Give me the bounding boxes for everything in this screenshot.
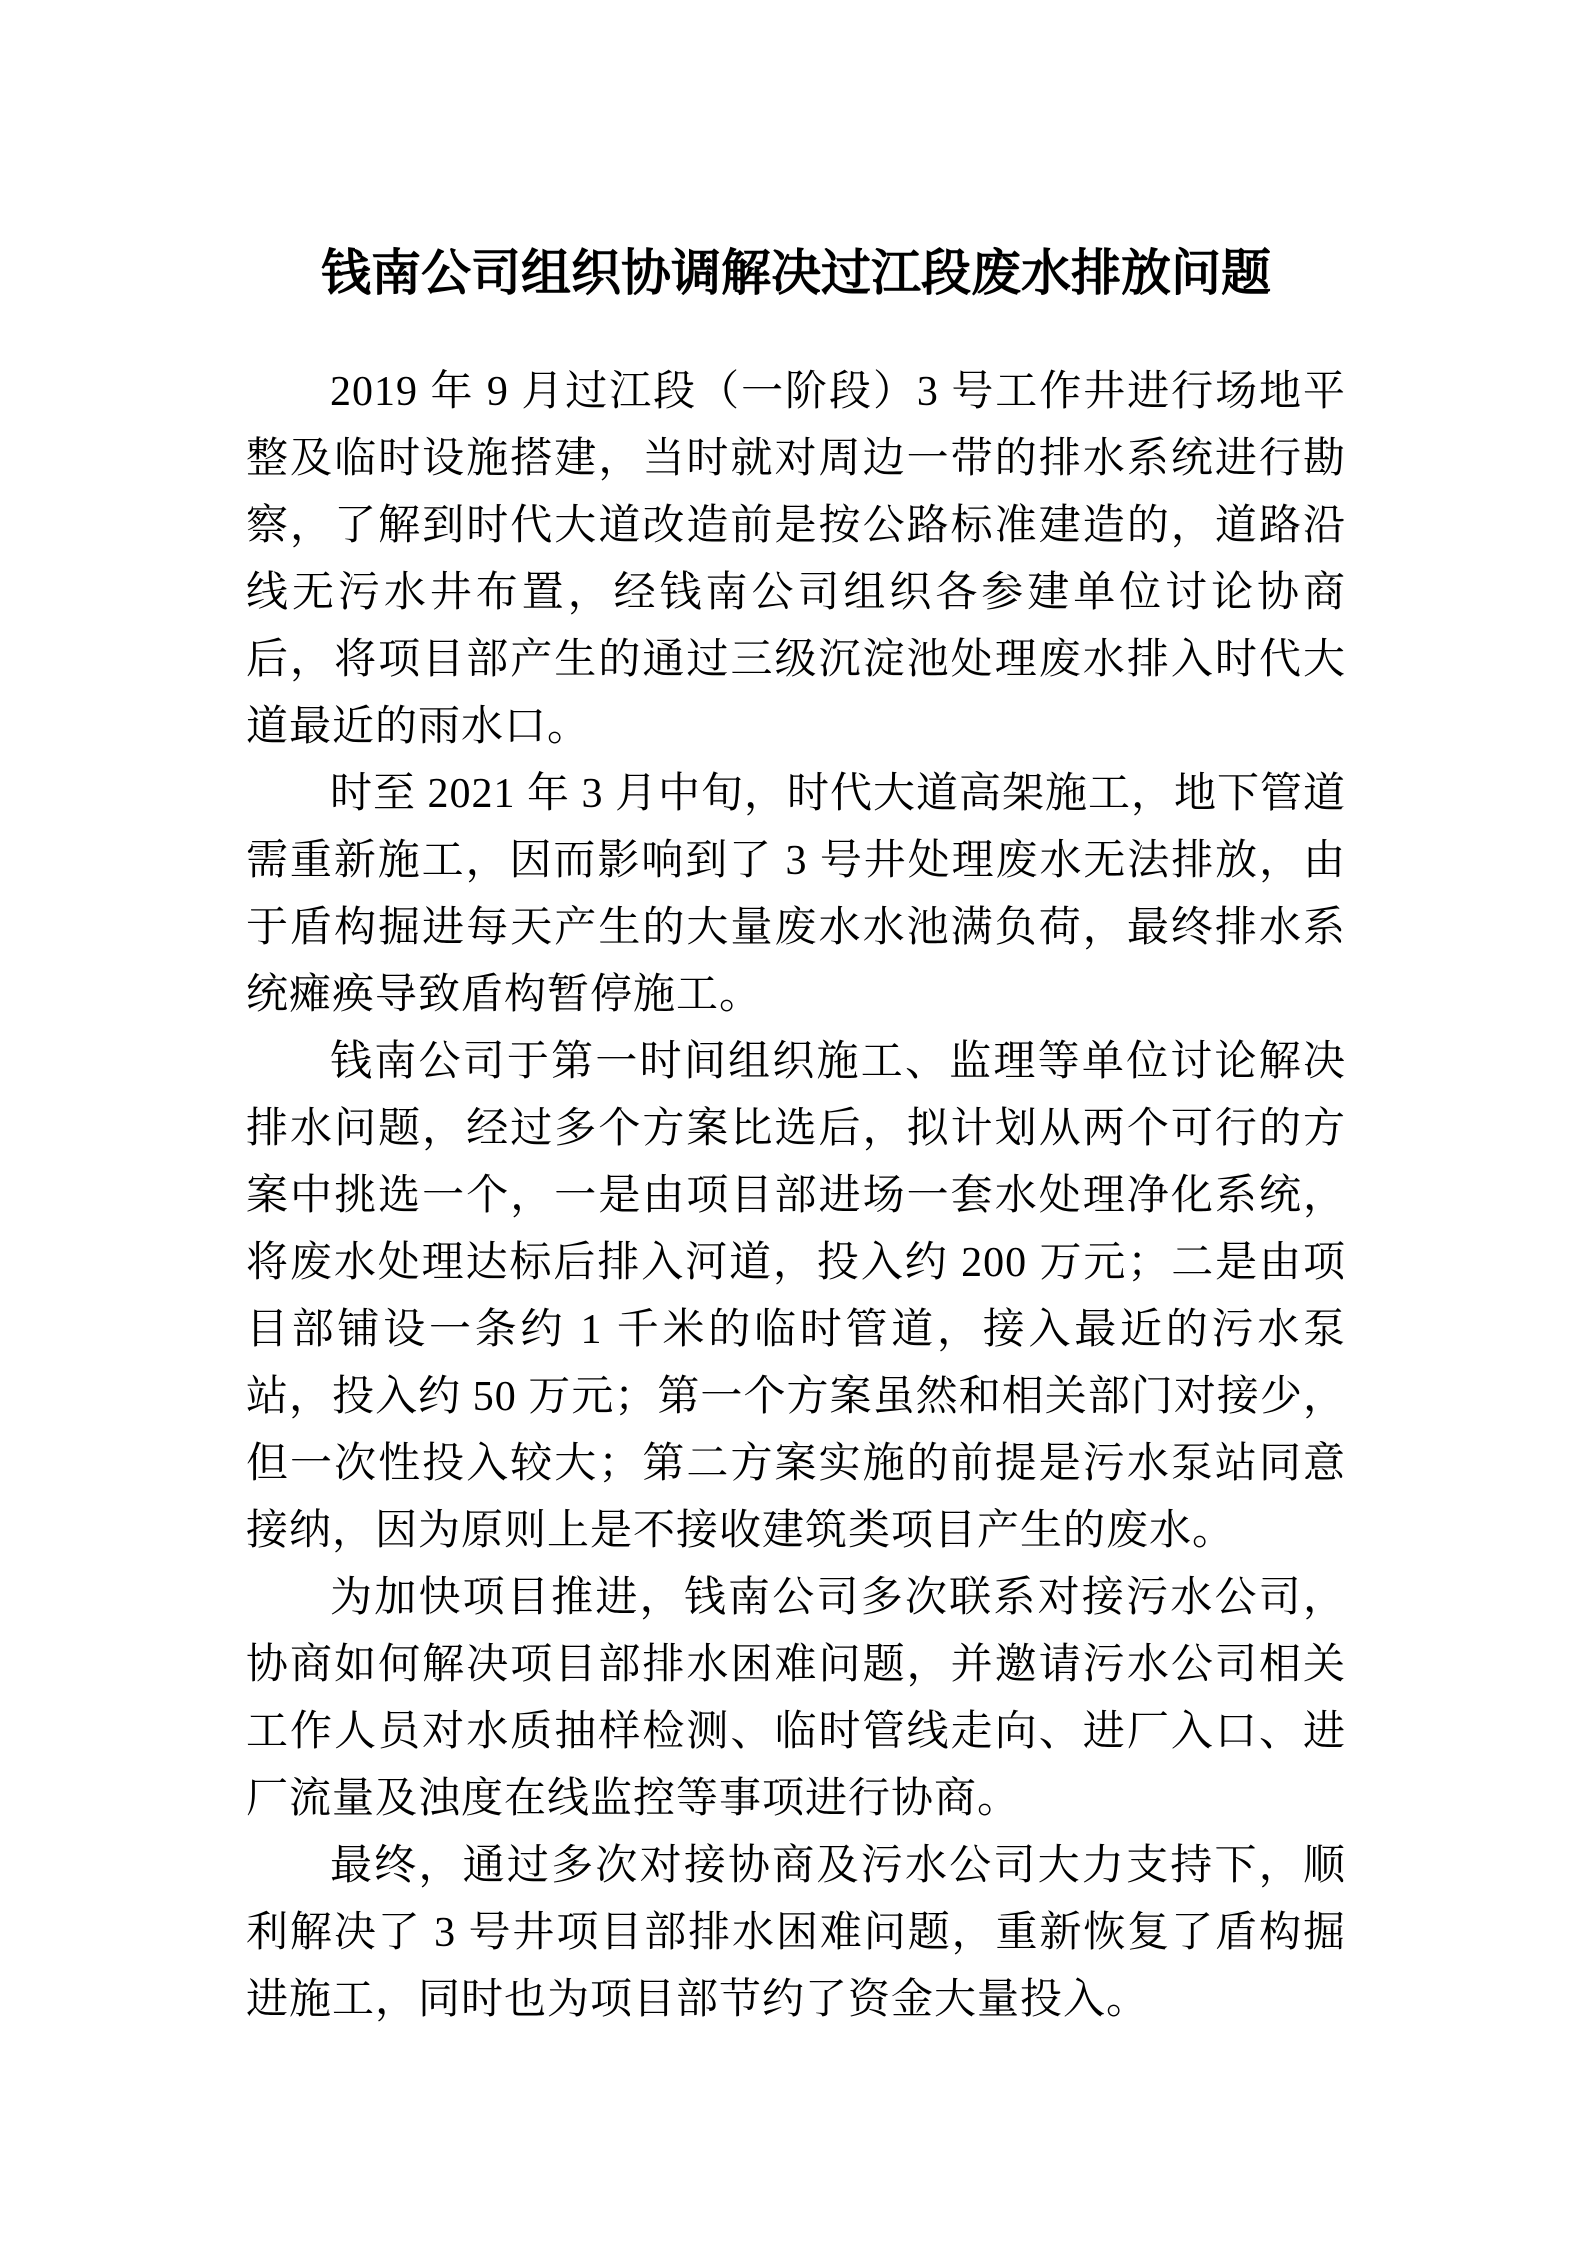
- paragraph-1: 2019 年 9 月过江段（一阶段）3 号工作井进行场地平整及临时设施搭建，当时就对周边一带的排水系统进行勘察，了解到时代大道改造前是按公路标准建造的，道路沿线无污水井布置，经钱南公司组织各参建单位讨论协商后，将项目部产生的通过三级沉淀池处理废水排入时代大道最近的雨水口。: [246, 369, 1346, 750]
- paragraph-5: 最终，通过多次对接协商及污水公司大力支持下，顺利解决了 3 号井项目部排水困难问题，重新恢复了盾构掘进施工，同时也为项目部节约了资金大量投入。: [246, 1843, 1346, 2023]
- document-body: [246, 236, 1346, 2034]
- paragraph-4: 为加快项目推进，钱南公司多次联系对接污水公司，协商如何解决项目部排水困难问题，并邀请污水公司相关工作人员对水质抽样检测、临时管线走向、进厂入口、进厂流量及浊度在线监控等事项进行协商。: [246, 1575, 1346, 1822]
- paragraph-2: 时至 2021 年 3 月中旬，时代大道高架施工，地下管道需重新施工，因而影响到了 3 号井处理废水无法排放，由于盾构掘进每天产生的大量废水水池满负荷，最终排水系统瘫痪导致盾构暂停施工。: [246, 771, 1347, 1018]
- document-title: 钱南公司组织协调解决过江段废水排放问题: [321, 245, 1271, 301]
- paragraph-3: 钱南公司于第一时间组织施工、监理等单位讨论解决排水问题，经过多个方案比选后，拟计划从两个可行的方案中挑选一个，一是由项目部进场一套水处理净化系统，将废水处理达标后排入河道，投入约 200 万元；二是由项目部铺设一条约 1 千米的临时管道，接入最近的污水泵站，投入约 50 万元；第一个方案虽然和相关部门对接少，但一次性投入较大；第二方案实施的前提是污水泵站同意接纳，因为原则上是不接收建筑类项目产生的废水。: [246, 1039, 1346, 1554]
